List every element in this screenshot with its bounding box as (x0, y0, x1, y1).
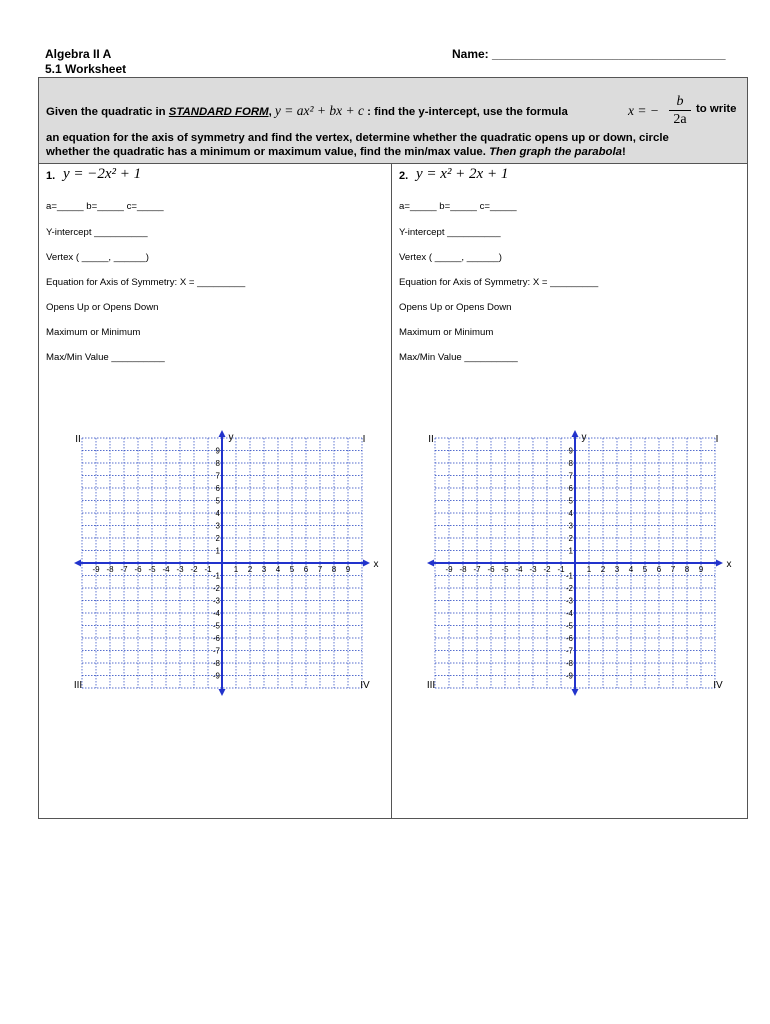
problem-1 (39, 164, 391, 818)
y-tick-label: 2 (568, 534, 573, 543)
x-tick-label: -7 (120, 565, 128, 574)
opens-choice[interactable]: Opens Up or Opens Down (399, 302, 512, 313)
quadrant-label: II (75, 434, 81, 445)
instr-exclaim: ! (622, 146, 626, 158)
y-tick-label: -3 (565, 596, 573, 606)
x-tick-label: -4 (162, 565, 170, 574)
y-axis-label: y (228, 432, 234, 443)
x-tick-label: 2 (600, 565, 606, 574)
x-tick-label: -1 (204, 565, 212, 574)
x-tick-label: -2 (543, 565, 551, 574)
quadrant-label: IV (360, 680, 370, 691)
x-tick-label: 2 (247, 565, 253, 574)
x-tick-label: 3 (261, 565, 267, 574)
axis-of-symmetry-blank[interactable]: Equation for Axis of Symmetry: X = _________ (399, 277, 599, 288)
x-tick-label: -3 (529, 565, 537, 574)
x-axis-right-arrow-icon (363, 560, 370, 567)
formula-denominator: 2a (673, 112, 687, 127)
x-axis-label: x (726, 559, 732, 570)
x-tick-label: 6 (656, 565, 662, 574)
y-tick-label: 6 (568, 484, 573, 493)
vertex-blank[interactable]: Vertex ( _____, ______) (399, 252, 502, 263)
formula-fraction (669, 94, 691, 127)
course-title: Algebra II A (45, 47, 112, 61)
problem-equation: y = x² + 2x + 1 (416, 166, 509, 182)
standard-form-label: STANDARD FORM (168, 106, 269, 118)
opens-choice[interactable]: Opens Up or Opens Down (46, 302, 159, 313)
y-tick-label: 4 (215, 509, 220, 518)
y-tick-label: 9 (215, 446, 220, 456)
x-tick-label: 9 (345, 565, 351, 574)
y-tick-label: 3 (215, 521, 220, 531)
y-tick-label: -9 (212, 671, 220, 681)
max-min-value-blank[interactable]: Max/Min Value __________ (399, 352, 518, 363)
y-tick-label: 1 (568, 546, 573, 556)
axis-of-symmetry-blank[interactable]: Equation for Axis of Symmetry: X = _________ (46, 277, 246, 288)
instr-text: Given the quadratic in (46, 106, 169, 118)
formula-numerator: b (676, 94, 684, 109)
abc-blanks[interactable]: a=_____ b=_____ c=_____ (399, 201, 517, 212)
y-intercept-blank[interactable]: Y-intercept __________ (399, 227, 501, 238)
y-tick-label: -3 (212, 596, 220, 606)
coordinate-grid[interactable] (73, 432, 379, 697)
quadrant-label: IV (713, 680, 723, 691)
x-tick-label: -3 (176, 565, 184, 574)
graph-instruction: Then graph the parabola (489, 146, 622, 158)
x-tick-label: 4 (275, 565, 281, 574)
x-tick-label: -4 (515, 565, 523, 574)
y-axis-down-arrow-icon (219, 689, 226, 696)
y-tick-label: 7 (568, 471, 573, 481)
x-tick-label: -7 (473, 565, 481, 574)
instr-line3-text: whether the quadratic has a minimum or maximum value, find the min/max value. (46, 146, 490, 158)
y-tick-label: 4 (568, 509, 573, 518)
x-tick-label: 3 (614, 565, 620, 574)
x-tick-label: 8 (331, 565, 337, 574)
instr-comma: , (268, 106, 275, 118)
x-tick-label: 5 (289, 565, 295, 574)
y-axis-down-arrow-icon (572, 689, 579, 696)
y-tick-label: -1 (212, 571, 220, 581)
x-axis-left-arrow-icon (427, 560, 434, 567)
y-tick-label: -9 (565, 671, 573, 681)
instructions-line-1 (46, 103, 568, 119)
worksheet-title: 5.1 Worksheet (45, 62, 127, 76)
x-axis-right-arrow-icon (716, 560, 723, 567)
problem-2 (392, 164, 744, 818)
x-tick-label: -9 (92, 565, 100, 574)
y-tick-label: 1 (215, 546, 220, 556)
y-tick-label: -6 (565, 634, 573, 643)
x-tick-label: 5 (642, 565, 648, 574)
x-tick-label: -6 (487, 565, 495, 574)
x-axis-left-arrow-icon (74, 560, 81, 567)
x-tick-label: -9 (445, 565, 453, 574)
coordinate-grid[interactable] (426, 432, 732, 697)
y-tick-label: -8 (212, 659, 220, 668)
name-field[interactable]: Name: ___________________________________ (452, 47, 726, 61)
y-axis-label: y (581, 432, 587, 443)
instructions-line-2: an equation for the axis of symmetry and find the vertex, determine whether the quadratic opens up or down, circle (46, 132, 669, 144)
y-tick-label: -6 (212, 634, 220, 643)
y-tick-label: -2 (565, 584, 573, 593)
y-tick-label: -5 (212, 621, 220, 631)
x-tick-label: 6 (303, 565, 309, 574)
y-axis-up-arrow-icon (219, 430, 226, 437)
y-axis-up-arrow-icon (572, 430, 579, 437)
vertex-blank[interactable]: Vertex ( _____, ______) (46, 252, 149, 263)
x-axis-label: x (373, 559, 379, 570)
formula-lhs: x = − (628, 103, 659, 118)
y-tick-label: 8 (215, 459, 220, 468)
x-tick-label: -5 (501, 565, 509, 574)
quadrant-label: I (715, 434, 719, 445)
instructions-line-3 (46, 146, 626, 158)
y-tick-label: 8 (568, 459, 573, 468)
x-tick-label: 7 (670, 565, 676, 574)
x-tick-label: -8 (106, 565, 114, 574)
y-tick-label: 2 (215, 534, 220, 543)
y-tick-label: -4 (212, 609, 220, 618)
x-tick-label: 7 (317, 565, 323, 574)
x-tick-label: 1 (233, 565, 239, 574)
x-tick-label: 8 (684, 565, 690, 574)
x-tick-label: -8 (459, 565, 467, 574)
y-tick-label: 6 (215, 484, 220, 493)
y-tick-label: 3 (568, 521, 573, 531)
y-tick-label: -8 (565, 659, 573, 668)
worksheet-frame (38, 77, 748, 819)
instr-text-mid: : find the y-intercept, use the formula (364, 106, 568, 118)
problem-number: 2. (399, 170, 409, 182)
quadrant-label: II (428, 434, 434, 445)
y-tick-label: -7 (212, 646, 220, 656)
y-tick-label: -7 (565, 646, 573, 656)
y-tick-label: -4 (565, 609, 573, 618)
max-min-value-blank[interactable]: Max/Min Value __________ (46, 352, 165, 363)
y-tick-label: 5 (568, 496, 573, 506)
x-tick-label: 4 (628, 565, 634, 574)
x-tick-label: -1 (557, 565, 565, 574)
y-intercept-blank[interactable]: Y-intercept __________ (46, 227, 148, 238)
y-tick-label: -2 (212, 584, 220, 593)
x-tick-label: -6 (134, 565, 142, 574)
max-min-choice[interactable]: Maximum or Minimum (46, 327, 141, 338)
quadrant-label: III (73, 680, 83, 691)
abc-blanks[interactable]: a=_____ b=_____ c=_____ (46, 201, 164, 212)
y-tick-label: 7 (215, 471, 220, 481)
y-tick-label: 5 (215, 496, 220, 506)
problem-equation: y = −2x² + 1 (63, 166, 142, 182)
x-tick-label: -5 (148, 565, 156, 574)
x-tick-label: 1 (586, 565, 592, 574)
instr-to-write: to write (696, 103, 737, 115)
problem-number: 1. (46, 170, 56, 182)
y-tick-label: -1 (565, 571, 573, 581)
x-tick-label: 9 (698, 565, 704, 574)
instructions-box (39, 78, 747, 164)
quadrant-label: I (362, 434, 366, 445)
y-tick-label: -5 (565, 621, 573, 631)
standard-form-equation: y = ax² + bx + c (274, 103, 365, 118)
y-tick-label: 9 (568, 446, 573, 456)
max-min-choice[interactable]: Maximum or Minimum (399, 327, 494, 338)
quadrant-label: III (426, 680, 436, 691)
x-tick-label: -2 (190, 565, 198, 574)
